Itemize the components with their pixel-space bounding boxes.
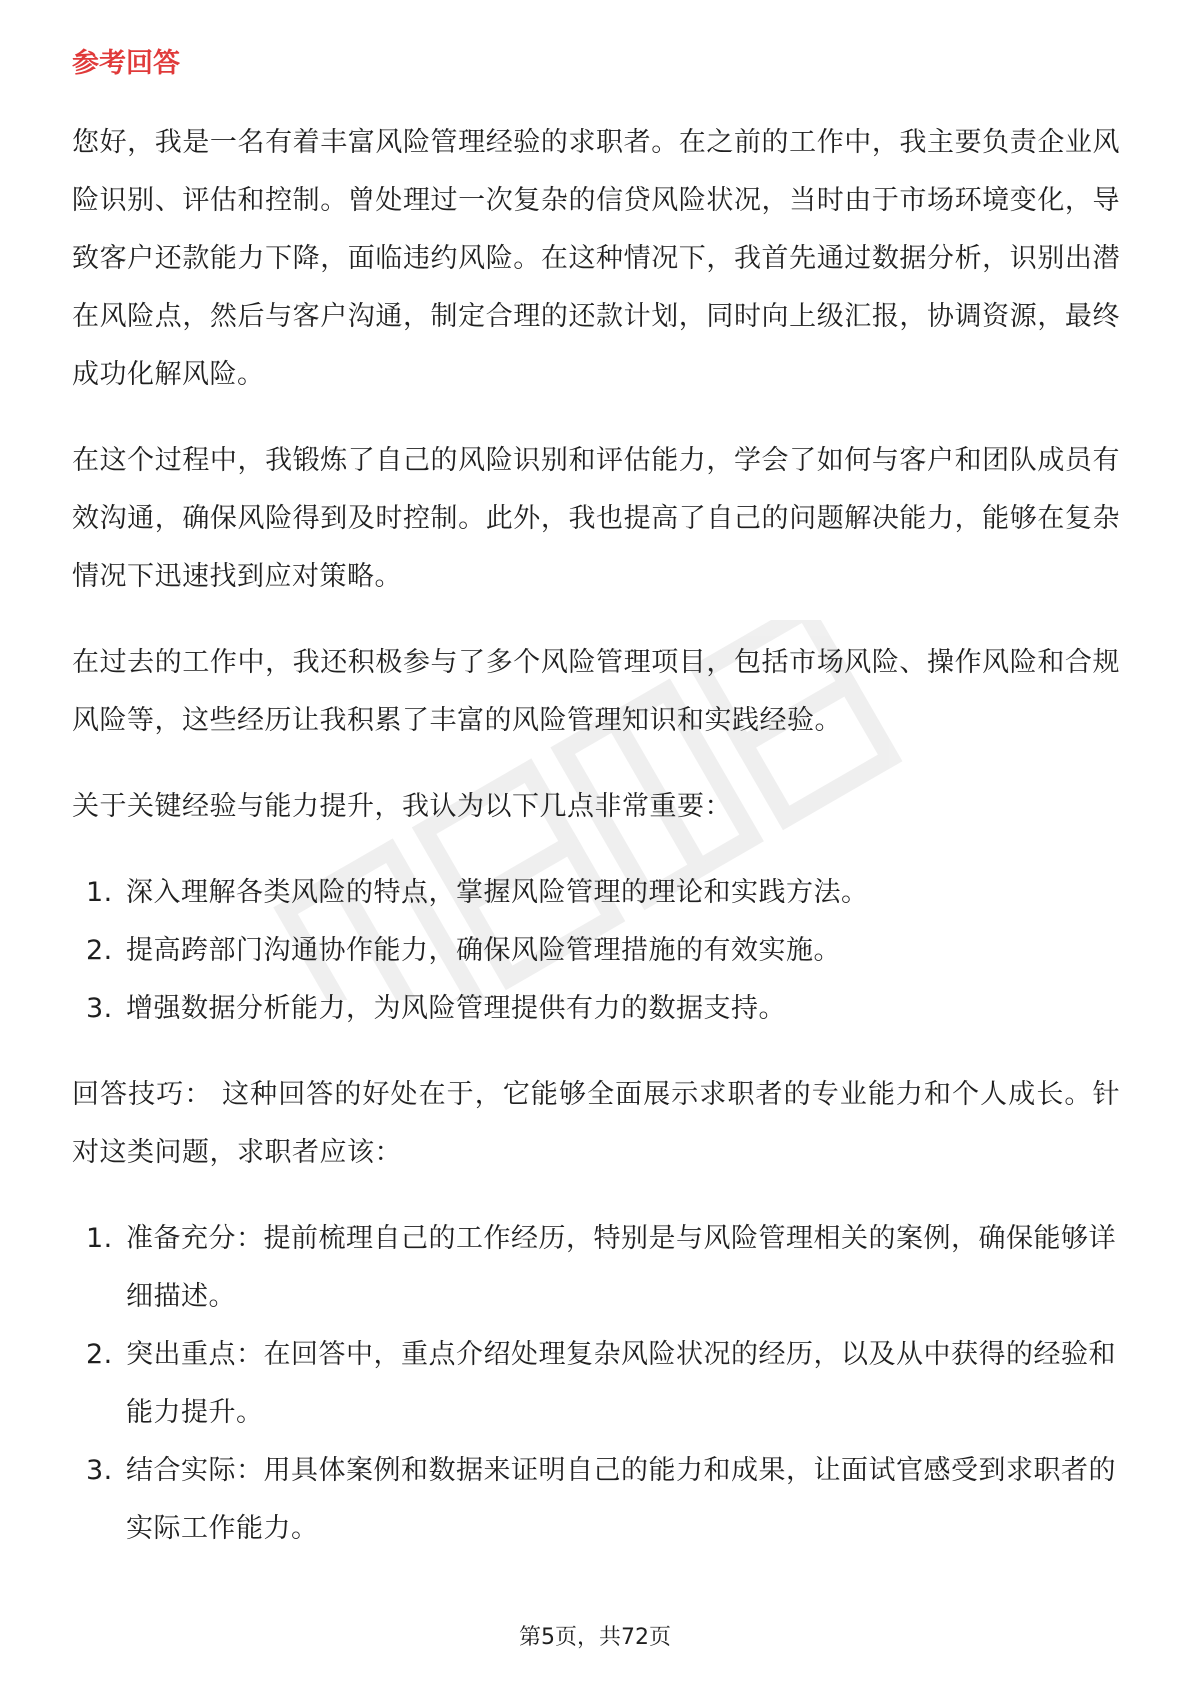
list-item	[72, 922, 1120, 980]
paragraph-intro: 您好，我是一名有着丰富风险管理经验的求职者。在之前的工作中，我主要负责企业风险识别、评估和控制。曾处理过一次复杂的信贷风险状况，当时由于市场环境变化，导致客户还款能力下降，面临违约风险。在这种情况下，我首先通过数据分析，识别出潜在风险点，然后与客户沟通，制定合理的还款计划，同时向上级汇报，协调资源，最终成功化解风险。	[72, 127, 1120, 390]
section-title: 参考回答	[72, 48, 180, 79]
list-text: 突出重点：在回答中，重点介绍处理复杂风险状况的经历，以及从中获得的经验和能力提升。	[126, 1339, 1116, 1428]
list-text: 增强数据分析能力，为风险管理提供有力的数据支持。	[126, 993, 786, 1024]
list-number: 2.	[86, 935, 113, 966]
paragraph-key-points: 关于关键经验与能力提升，我认为以下几点非常重要：	[72, 791, 732, 822]
paragraph-tips: 回答技巧： 这种回答的好处在于，它能够全面展示求职者的专业能力和个人成长。针对这类问题，求职者应该：	[72, 1079, 1120, 1168]
tips-list	[72, 1210, 1120, 1558]
list-number: 2.	[86, 1339, 113, 1370]
paragraph-projects: 在过去的工作中，我还积极参与了多个风险管理项目，包括市场风险、操作风险和合规风险等，这些经历让我积累了丰富的风险管理知识和实践经验。	[72, 647, 1120, 736]
paragraph-process: 在这个过程中，我锻炼了自己的风险识别和评估能力，学会了如何与客户和团队成员有效沟通，确保风险得到及时控制。此外，我也提高了自己的问题解决能力，能够在复杂情况下迅速找到应对策略。	[72, 445, 1120, 592]
list-text: 深入理解各类风险的特点，掌握风险管理的理论和实践方法。	[126, 877, 869, 908]
list-text: 提高跨部门沟通协作能力，确保风险管理措施的有效实施。	[126, 935, 841, 966]
page-number: 第5页，共72页	[519, 1625, 671, 1650]
list-number: 3.	[86, 993, 113, 1024]
document-content	[72, 44, 1120, 1586]
list-item	[72, 864, 1120, 922]
key-points-list	[72, 864, 1120, 1038]
list-number: 1.	[86, 877, 113, 908]
list-number: 1.	[86, 1223, 113, 1254]
list-text: 结合实际：用具体案例和数据来证明自己的能力和成果，让面试官感受到求职者的实际工作能力。	[126, 1455, 1116, 1544]
list-item	[72, 1442, 1120, 1558]
list-number: 3.	[86, 1455, 113, 1486]
list-item	[72, 1210, 1120, 1326]
list-text: 准备充分：提前梳理自己的工作经历，特别是与风险管理相关的案例，确保能够详细描述。	[126, 1223, 1116, 1312]
list-item	[72, 980, 1120, 1038]
list-item	[72, 1326, 1120, 1442]
